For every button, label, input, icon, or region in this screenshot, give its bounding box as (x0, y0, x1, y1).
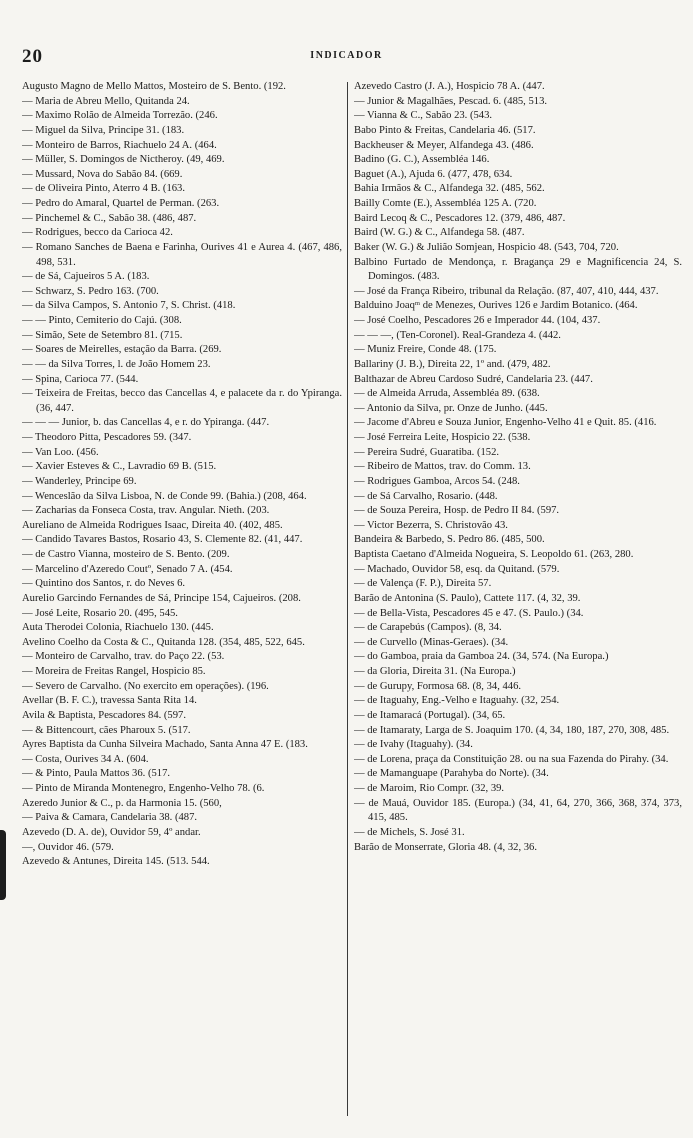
directory-entry: — de Valença (F. P.), Direita 57. (354, 578, 492, 590)
directory-entry: Baird Lecoq & C., Pescadores 12. (379, 486, 487. (354, 212, 566, 224)
directory-entry: — de Michels, S. José 31. (354, 826, 465, 838)
directory-entry: — de Lorena, praça da Constituição 28. ou na sua Fazenda do Pirahy. (34. (354, 753, 669, 765)
page-number: 20 (22, 46, 43, 67)
directory-entry: Baird (W. G.) & C., Alfandega 58. (487. (354, 227, 525, 239)
directory-entry: — Romano Sanches de Baena e Farinha, Ourives 41 e Aurea 4. (467, 486, 498, 531. (22, 241, 342, 268)
directory-entry: — José Ferreira Leite, Hospicio 22. (538. (354, 432, 531, 443)
directory-entry: Azevedo (D. A. de), Ouvidor 59, 4º andar. (22, 826, 201, 838)
directory-entry: — Quintino dos Santos, r. do Neves 6. (22, 578, 186, 590)
left-column (22, 80, 342, 1120)
directory-entry: Aureliano de Almeida Rodrigues Isaac, Direita 40. (402, 485. (22, 519, 283, 531)
directory-entry: Bailly Comte (E.), Assembléa 125 A. (720. (354, 198, 537, 209)
directory-entry: — Jacome d'Abreu e Souza Junior, Engenho-Velho 41 e Quit. 85. (416. (354, 417, 657, 429)
directory-entry: — da Silva Campos, S. Antonio 7, S. Christ. (418. (22, 300, 236, 312)
directory-entry: — de Itaguahy, Eng.-Velho e Itaguahy. (32, 254. (354, 695, 560, 707)
directory-entry: — Wenceslão da Silva Lisboa, N. de Conde 99. (Bahia.) (208, 464. (22, 490, 307, 502)
directory-entry: — Costa, Ourives 34 A. (604. (22, 753, 149, 765)
directory-entry: — Candido Tavares Bastos, Rosario 43, S. Clemente 82. (41, 447. (22, 534, 303, 546)
directory-entry: — de Souza Pereira, Hosp. de Pedro II 84. (597. (354, 505, 560, 517)
directory-entry: — de Bella-Vista, Pescadores 45 e 47. (S. Paulo.) (34. (354, 607, 584, 619)
directory-entry: — Muniz Freire, Conde 48. (175. (354, 344, 497, 356)
directory-entry: — — — Junior, b. das Cancellas 4, e r. do Ypiranga. (447. (22, 417, 270, 429)
directory-entry: — de Itamaraty, Larga de S. Joaquim 170. (4, 34, 180, 187, 270, 308, 485. (354, 724, 670, 736)
directory-entry: —, Ouvidor 46. (579. (22, 841, 114, 853)
directory-entry: — de Mamanguape (Parahyba do Norte). (34. (354, 768, 549, 780)
directory-entry: — Victor Bezerra, S. Christovão 43. (354, 519, 508, 531)
directory-entry: Avellar (B. F. C.), travessa Santa Rita 14. (22, 695, 197, 707)
column-divider (347, 82, 348, 1116)
directory-entry: — Simão, Sete de Setembro 81. (715. (22, 329, 183, 341)
directory-entry: — de Ivahy (Itaguahy). (34. (354, 739, 473, 751)
directory-entry: Azevedo & Antunes, Direita 145. (513. 544. (22, 856, 210, 868)
running-head: INDICADOR (310, 50, 383, 61)
directory-entry: — Soares de Meirelles, estação da Barra. (269. (22, 344, 222, 356)
directory-entry: — José Leite, Rosario 20. (495, 545. (22, 607, 178, 619)
directory-entry: Barão de Antonina (S. Paulo), Cattete 117. (4, 32, 39. (354, 592, 581, 604)
directory-entry: — — da Silva Torres, l. de João Homem 23. (22, 358, 211, 370)
directory-entry: — do Gamboa, praia da Gamboa 24. (34, 574. (Na Europa.) (354, 651, 609, 663)
directory-entry: — de Curvello (Minas-Geraes). (34. (354, 636, 509, 648)
directory-entry: — de Castro Vianna, mosteiro de S. Bento. (209. (22, 549, 230, 560)
directory-entry: — de Mauá, Ouvidor 185. (Europa.) (34, 41, 64, 270, 366, 368, 374, 373, 415, 485. (354, 797, 682, 824)
directory-entry: — Schwarz, S. Pedro 163. (700. (22, 285, 159, 297)
directory-entry: — de Sá, Cajueiros 5 A. (183. (22, 271, 150, 283)
directory-entry: Backheuser & Meyer, Alfandega 43. (486. (354, 139, 534, 151)
directory-entry: — de Carapebús (Campos). (8, 34. (354, 622, 502, 634)
directory-entry: — Ribeiro de Mattos, trav. do Comm. 13. (354, 461, 531, 473)
directory-entry: Augusto Magno de Mello Mattos, Mosteiro de S. Bento. (192. (22, 81, 286, 92)
directory-entry: — Wanderley, Principe 69. (22, 475, 137, 487)
directory-entry: — Teixeira de Freitas, becco das Cancellas 4, e palacete da r. do Ypiranga. (36, 447. (22, 388, 342, 414)
directory-entry: Azevedo Castro (J. A.), Hospicio 78 A. (447. (354, 81, 545, 92)
directory-entry: Balduino Joaqᵐ de Menezes, Ourives 126 e Jardim Botanico. (464. (354, 300, 638, 312)
directory-entry: — de Oliveira Pinto, Aterro 4 B. (163. (22, 183, 186, 195)
directory-entry: Azeredo Junior & C., p. da Harmonia 15. (560, (22, 797, 222, 809)
directory-entry: — Xavier Esteves & C., Lavradio 69 B. (515. (22, 461, 217, 473)
directory-entry: Barão de Monserrate, Gloria 48. (4, 32, 36. (354, 841, 537, 853)
directory-entry: — Monteiro de Carvalho, trav. do Paço 22. (53. (22, 651, 225, 663)
directory-entry: Avelino Coelho da Costa & C., Quitanda 128. (354, 485, 522, 645. (22, 636, 305, 648)
directory-entry: Ayres Baptista da Cunha Silveira Machado, Santa Anna 47 E. (183. (22, 739, 308, 751)
directory-entry: — Miguel da Silva, Principe 31. (183. (22, 124, 185, 136)
directory-entry: — de Maroim, Rio Compr. (32, 39. (354, 783, 505, 794)
directory-entry: — Spina, Carioca 77. (544. (22, 373, 139, 385)
directory-entry: Ballariny (J. B.), Direita 22, 1º and. (479, 482. (354, 358, 551, 370)
directory-entry: — Monteiro de Barros, Riachuelo 24 A. (464. (22, 139, 217, 151)
directory-entry: Babo Pinto & Freitas, Candelaria 46. (517. (354, 124, 536, 136)
binding-edge-mark (0, 830, 6, 900)
directory-entry: — Rodrigues Gamboa, Arcos 54. (248. (354, 475, 520, 487)
directory-entry: — Severo de Carvalho. (No exercito em operações). (196. (22, 680, 269, 692)
directory-entry: — de Itamaracá (Portugal). (34, 65. (354, 709, 506, 721)
directory-entry: — de Gurupy, Formosa 68. (8, 34, 446. (354, 680, 522, 692)
directory-entry: Baguet (A.), Ajuda 6. (477, 478, 634. (354, 168, 513, 180)
directory-entry: — Junior & Magalhães, Pescad. 6. (485, 513. (354, 95, 548, 107)
directory-entry: — de Sá Carvalho, Rosario. (448. (354, 490, 498, 502)
directory-entry: — Pinchemel & C., Sabão 38. (486, 487. (22, 212, 197, 224)
directory-entry: — da Gloria, Direita 31. (Na Europa.) (354, 666, 516, 677)
directory-entry: — Mussard, Nova do Sabão 84. (669. (22, 168, 183, 180)
directory-entry: — José da França Ribeiro, tribunal da Relação. (87, 407, 410, 444, 437. (354, 285, 659, 297)
directory-entry: — José Coelho, Pescadores 26 e Imperador 44. (104, 437. (354, 315, 601, 326)
directory-entry: Badino (G. C.), Assembléa 146. (354, 154, 490, 166)
directory-entry: Baker (W. G.) & Julião Somjean, Hospicio 48. (543, 704, 720. (354, 241, 619, 253)
directory-entry: — Zacharias da Fonseca Costa, trav. Angular. Nieth. (203. (22, 505, 270, 517)
directory-entry: Balthazar de Abreu Cardoso Sudré, Candelaria 23. (447. (354, 373, 593, 385)
directory-entry: — Rodrigues, becco da Carioca 42. (22, 227, 173, 239)
directory-entry: Bandeira & Barbedo, S. Pedro 86. (485, 500. (354, 534, 545, 546)
directory-entry: — de Almeida Arruda, Assembléa 89. (638. (354, 388, 540, 400)
directory-entry: — Moreira de Freitas Rangel, Hospicio 85. (22, 666, 206, 677)
directory-entry: — Maximo Rolão de Almeida Torrezão. (246. (22, 110, 218, 122)
directory-entry: Balbino Furtado de Mendonça, r. Bragança 29 e Magnificencia 24, S. Domingos. (483. (354, 256, 682, 283)
directory-entry: — Paiva & Camara, Candelaria 38. (487. (22, 812, 198, 824)
directory-entry: — Maria de Abreu Mello, Quitanda 24. (22, 95, 190, 107)
directory-entry: — Theodoro Pitta, Pescadores 59. (347. (22, 432, 192, 443)
directory-entry: — Pereira Sudré, Guaratiba. (152. (354, 446, 500, 458)
directory-entry: — Müller, S. Domingos de Nictheroy. (49, 469. (22, 154, 225, 166)
directory-entry: Aurelio Garcindo Fernandes de Sá, Principe 154, Cajueiros. (208. (22, 592, 301, 604)
directory-entry: — — Pinto, Cemiterio do Cajú. (308. (22, 315, 182, 326)
directory-entry: — Vianna & C., Sabão 23. (543. (354, 110, 493, 122)
directory-entry: — Pedro do Amaral, Quartel de Perman. (263. (22, 198, 220, 209)
directory-entry: — & Bittencourt, cães Pharoux 5. (517. (22, 724, 191, 736)
page-header (22, 46, 671, 68)
directory-entry: Avila & Baptista, Pescadores 84. (597. (22, 709, 186, 721)
directory-entry: Bahia Irmãos & C., Alfandega 32. (485, 562. (354, 183, 545, 195)
directory-entry: — — —, (Ten-Coronel). Real-Grandeza 4. (442. (354, 329, 561, 341)
directory-entry: Auta Therodei Colonia, Riachuelo 130. (445. (22, 622, 214, 634)
directory-entry: — & Pinto, Paula Mattos 36. (517. (22, 768, 171, 780)
directory-entry: — Antonio da Silva, pr. Onze de Junho. (445. (354, 402, 548, 414)
right-column (354, 80, 682, 1120)
directory-entry: — Van Loo. (456. (22, 446, 99, 458)
directory-entry: — Marcelino d'Azeredo Coutº, Senado 7 A. (454. (22, 563, 233, 575)
directory-entry: — Machado, Ouvidor 58, esq. da Quitand. (579. (354, 563, 560, 575)
directory-entry: — Pinto de Miranda Montenegro, Engenho-Velho 78. (6. (22, 783, 265, 794)
directory-entry: Baptista Caetano d'Almeida Nogueira, S. Leopoldo 61. (263, 280. (354, 549, 634, 560)
